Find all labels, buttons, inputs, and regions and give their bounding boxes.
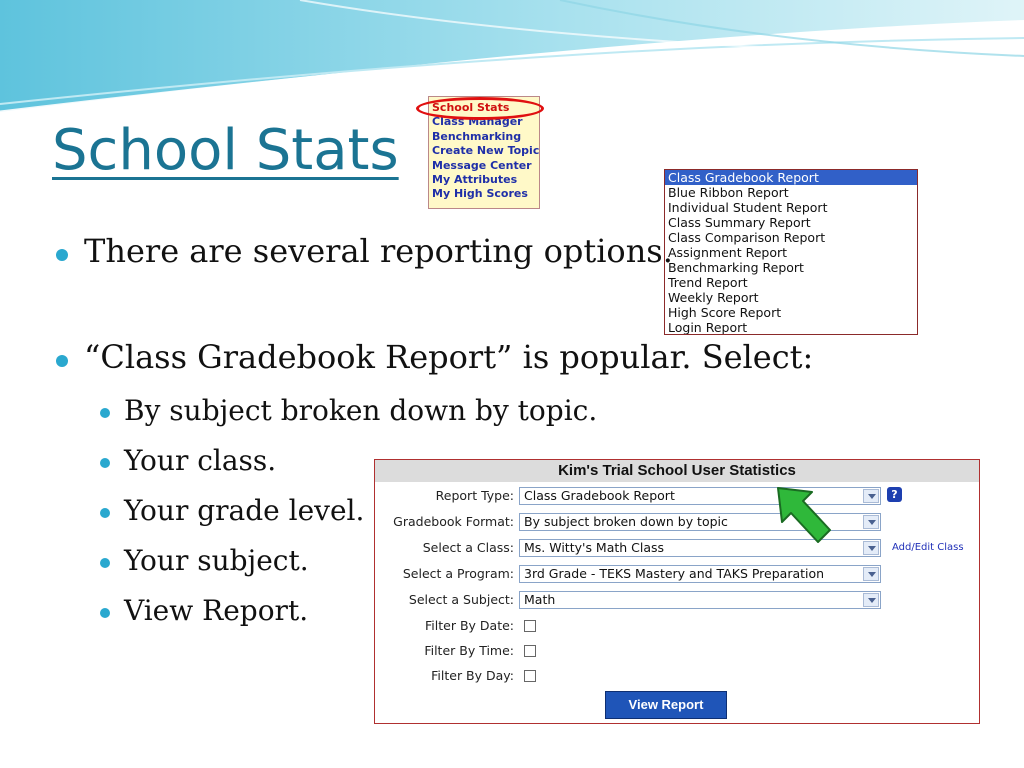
form-title: Kim's Trial School User Statistics: [375, 460, 979, 482]
list-option[interactable]: Individual Student Report: [668, 200, 828, 215]
highlight-ring: [416, 97, 544, 120]
chevron-down-icon[interactable]: [863, 541, 879, 555]
list-option[interactable]: Benchmarking Report: [668, 260, 804, 275]
list-option[interactable]: Class Summary Report: [668, 215, 811, 230]
class-label: Select a Class:: [422, 540, 514, 555]
add-edit-class-link[interactable]: Add/Edit Class: [892, 542, 964, 553]
chevron-down-icon[interactable]: [863, 489, 879, 503]
subject-value: Math: [524, 592, 556, 607]
nav-item-school-stats[interactable]: School Stats: [432, 101, 510, 114]
chevron-down-icon[interactable]: [863, 567, 879, 581]
report-type-listbox[interactable]: [664, 169, 918, 335]
program-row: [375, 564, 981, 584]
list-option[interactable]: Class Comparison Report: [668, 230, 826, 245]
subject-row: [375, 590, 981, 610]
gradebook-format-row: [375, 512, 981, 532]
program-label: Select a Program:: [402, 566, 514, 581]
list-option[interactable]: Class Gradebook Report: [665, 170, 917, 185]
gradebook-format-label: Gradebook Format:: [393, 514, 514, 529]
list-option[interactable]: Login Report: [668, 320, 748, 335]
filter-day-checkbox[interactable]: [524, 670, 536, 682]
nav-item-create-new-topic[interactable]: Create New Topic: [432, 144, 540, 158]
program-select[interactable]: [519, 565, 881, 583]
report-type-row: [375, 486, 981, 506]
green-arrow-icon: [772, 480, 834, 552]
filter-day-row: [375, 666, 981, 686]
subject-select[interactable]: [519, 591, 881, 609]
filter-date-row: [375, 616, 981, 636]
subject-label: Select a Subject:: [408, 592, 514, 607]
filter-time-checkbox[interactable]: [524, 645, 536, 657]
sub-bullet-your-class: Your class.: [100, 444, 276, 477]
class-row: [375, 538, 981, 558]
program-value: 3rd Grade - TEKS Mastery and TAKS Preparation: [524, 566, 825, 581]
chevron-down-icon[interactable]: [863, 515, 879, 529]
statistics-form: [374, 459, 980, 724]
list-option[interactable]: Blue Ribbon Report: [668, 185, 789, 200]
nav-item-my-high-scores[interactable]: My High Scores: [432, 187, 528, 201]
filter-date-checkbox[interactable]: [524, 620, 536, 632]
filter-time-label: Filter By Time:: [424, 643, 514, 658]
list-option[interactable]: Weekly Report: [668, 290, 759, 305]
filter-day-label: Filter By Day:: [431, 668, 514, 683]
view-report-button[interactable]: View Report: [605, 691, 727, 719]
nav-item-class-manager[interactable]: Class Manager: [432, 115, 523, 129]
sub-bullet-grade-level: Your grade level.: [100, 494, 364, 527]
nav-item-benchmarking[interactable]: Benchmarking: [432, 129, 522, 143]
list-option[interactable]: Assignment Report: [668, 245, 788, 260]
bullet-gradebook-popular: “Class Gradebook Report” is popular. Select:: [56, 338, 813, 376]
sub-bullet-by-subject: By subject broken down by topic.: [100, 394, 597, 427]
slide-title: School Stats: [52, 118, 399, 183]
filter-time-row: [375, 641, 981, 661]
nav-item-message-center[interactable]: Message Center: [432, 158, 532, 172]
help-icon[interactable]: ?: [887, 487, 902, 502]
filter-date-label: Filter By Date:: [425, 618, 514, 633]
report-type-label: Report Type:: [435, 488, 514, 503]
sub-bullet-subject: Your subject.: [100, 544, 309, 577]
list-option[interactable]: High Score Report: [668, 305, 782, 320]
gradebook-format-value: By subject broken down by topic: [524, 514, 728, 529]
class-value: Ms. Witty's Math Class: [524, 540, 665, 555]
report-type-value: Class Gradebook Report: [524, 488, 675, 503]
bullet-reporting-options: There are several reporting options.: [56, 232, 673, 270]
list-option[interactable]: Trend Report: [668, 275, 748, 290]
sub-bullet-view-report: View Report.: [100, 594, 308, 627]
chevron-down-icon[interactable]: [863, 593, 879, 607]
nav-item-my-attributes[interactable]: My Attributes: [432, 173, 518, 187]
